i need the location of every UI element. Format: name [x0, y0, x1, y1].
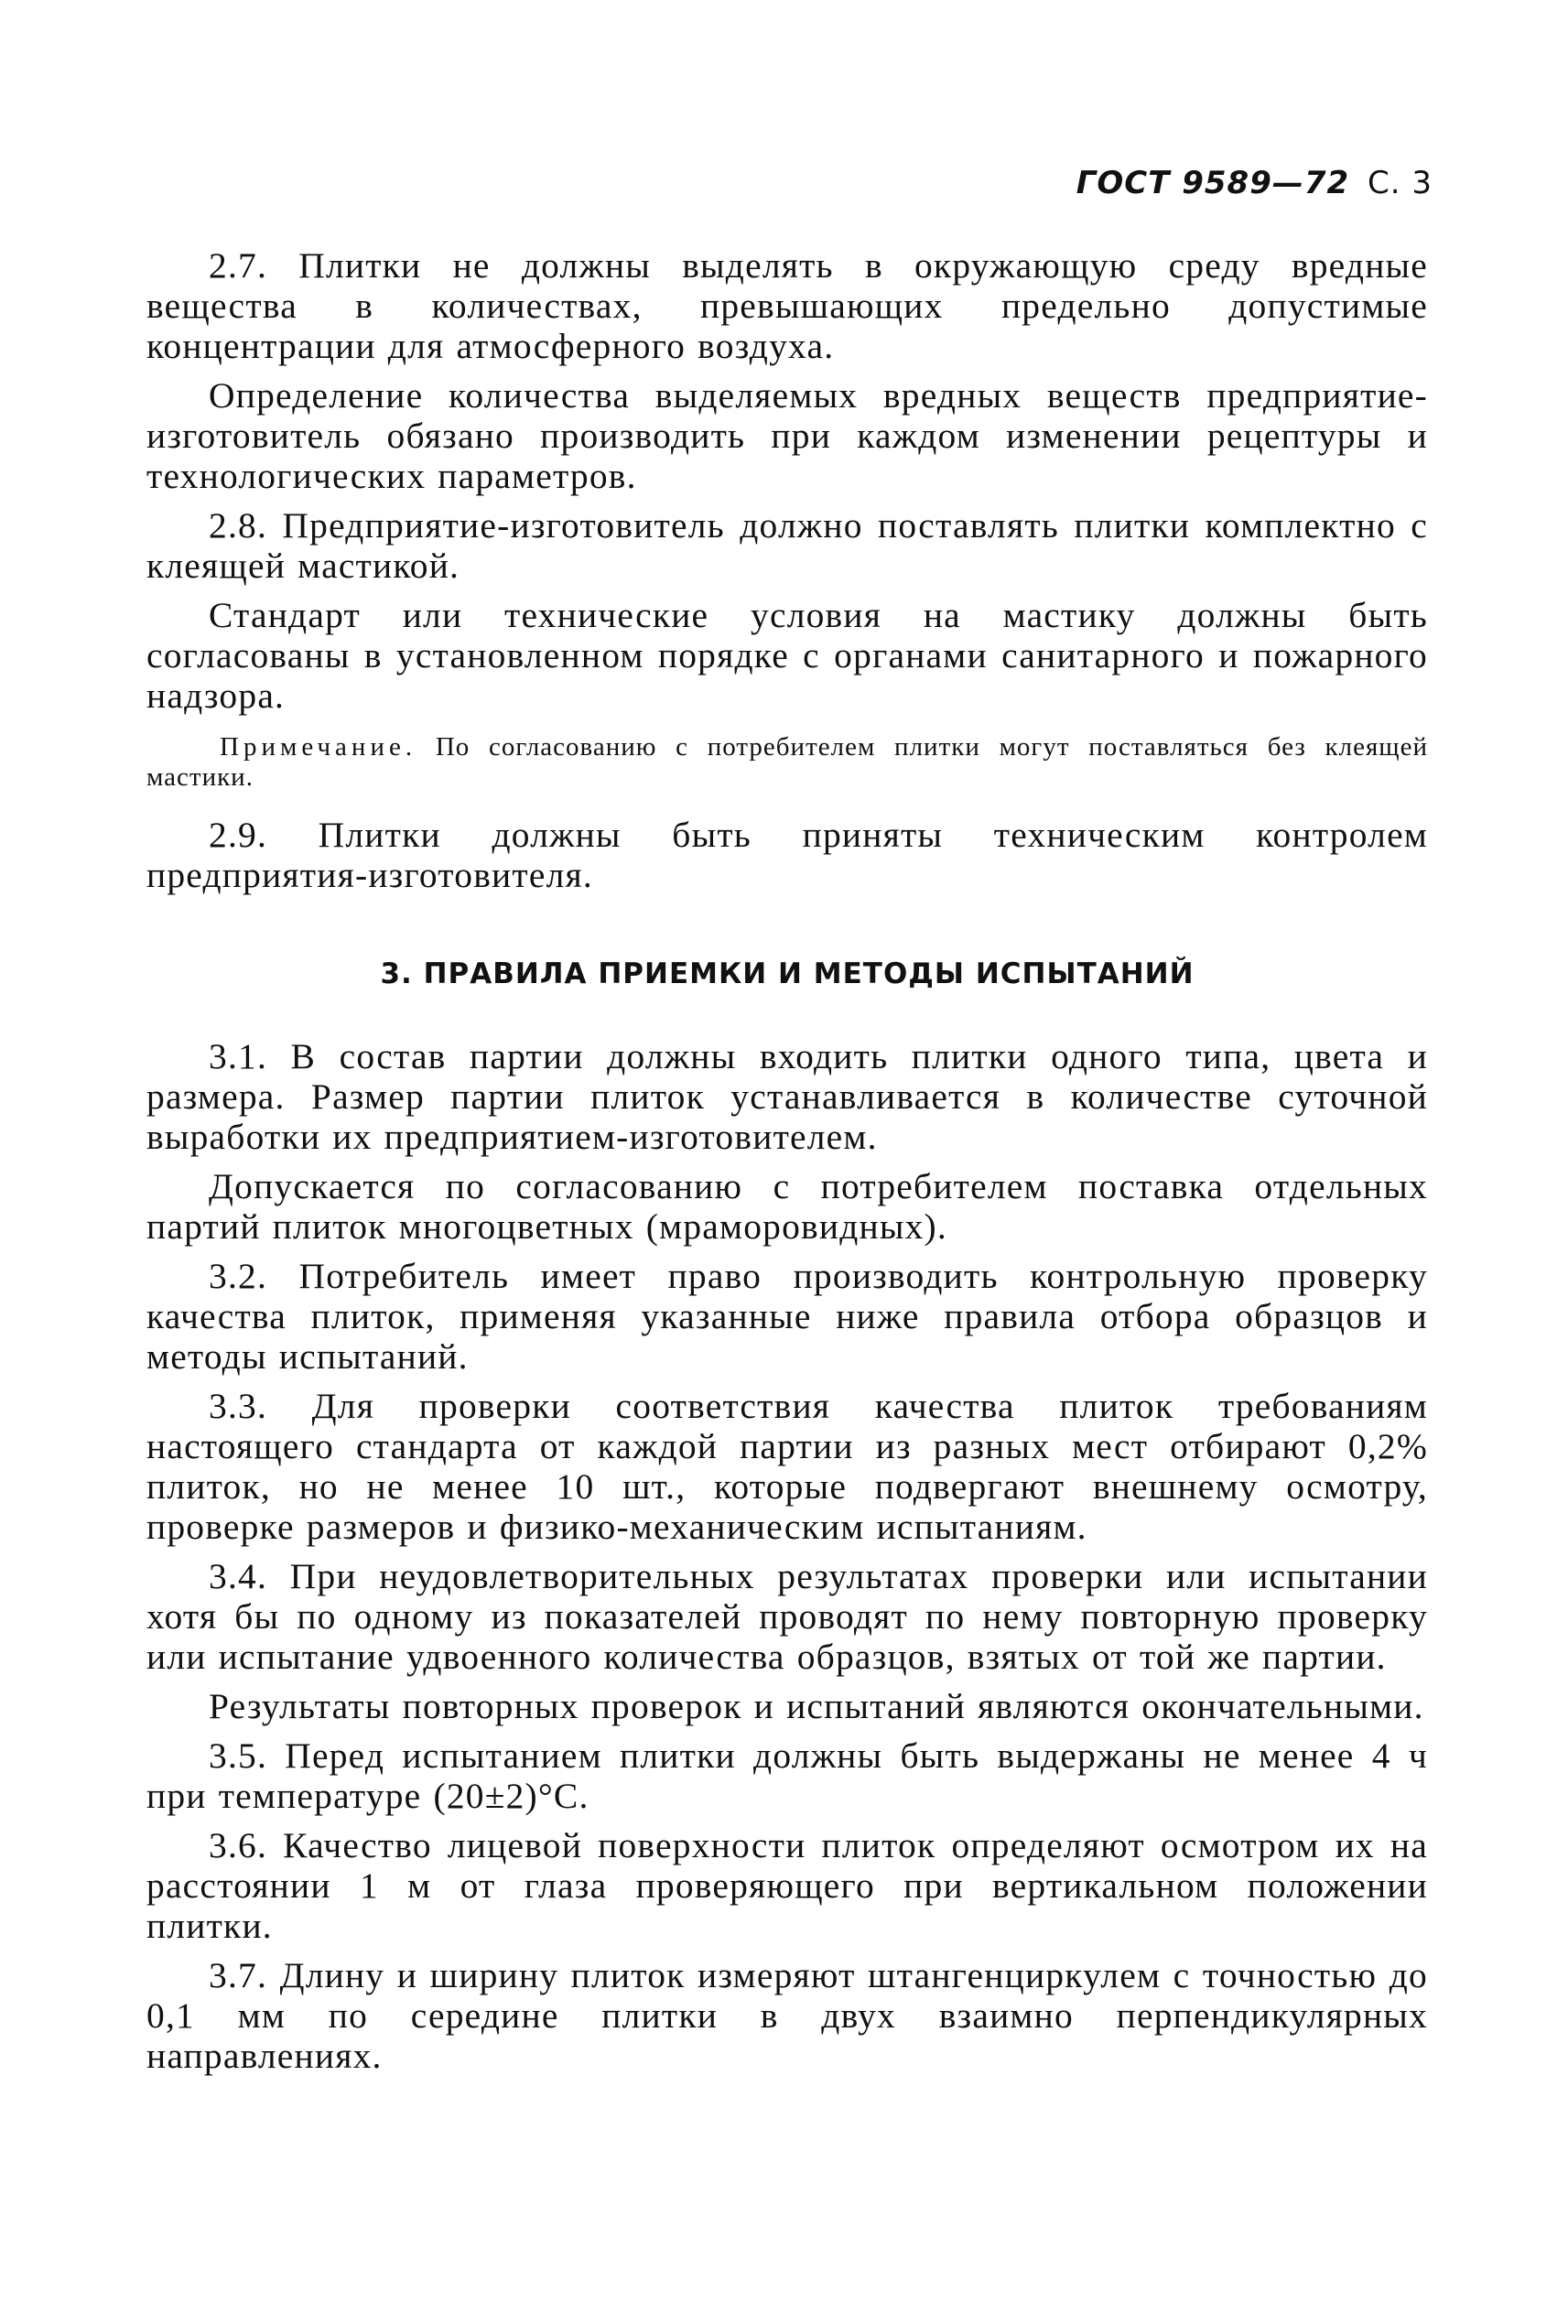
- page-number: С. 3: [1368, 165, 1433, 201]
- paragraph-3-7: 3.7. Длину и ширину плиток измеряют штангенциркулем с точностью до 0,1 мм по середине плитки в двух взаимно перпендикулярных направлениях.: [146, 1955, 1428, 2076]
- page-header: [1076, 165, 1433, 201]
- paragraph-3-4-continued: Результаты повторных проверок и испытаний являются окончательными.: [209, 1686, 1424, 1726]
- paragraph-3-4: 3.4. При неудовлетворительных результатах проверки или испытании хотя бы по одному из показателей проводят по нему повторную проверку или испытание удвоенного количества образцов, взятых от той же партии.: [146, 1556, 1428, 1677]
- paragraph-2-8: 2.8. Предприятие-изготовитель должно поставлять плитки комплектно с клеящей мастикой.: [146, 505, 1428, 586]
- paragraph-3-6: 3.6. Качество лицевой поверхности плиток определяют осмотром их на расстоянии 1 м от глаза проверяющего при вертикальном положении плитки.: [146, 1825, 1428, 1946]
- paragraph-2-8-continued: Стандарт или технические условия на мастику должны быть согласованы в установленном порядке с органами санитарного и пожарного надзора.: [146, 595, 1428, 716]
- paragraph-2-7: 2.7. Плитки не должны выделять в окружающую среду вредные вещества в количествах, превышающих предельно допустимые концентрации для атмосферного воздуха.: [146, 245, 1428, 366]
- paragraph-3-1-continued: Допускается по согласованию с потребителем поставка отдельных партий плиток многоцветных (мраморовидных).: [146, 1166, 1428, 1247]
- paragraph-3-2: 3.2. Потребитель имеет право производить контрольную проверку качества плиток, применяя указанные ниже правила отбора образцов и методы испытаний.: [146, 1256, 1428, 1377]
- paragraph-2-7-continued: Определение количества выделяемых вредных веществ предприятие-изготовитель обязано производить при каждом изменении рецептуры и технологических параметров.: [146, 375, 1428, 496]
- paragraph-3-3: 3.3. Для проверки соответствия качества плиток требованиям настоящего стандарта от каждой партии из разных мест отбирают 0,2% плиток, но не менее 10 шт., которые подвергают внешнему осмотру, проверке размеров и физико-механическим испытаниям.: [146, 1386, 1428, 1547]
- paragraph-2-9: 2.9. Плитки должны быть приняты техническим контролем предприятия-изготовителя.: [146, 815, 1428, 895]
- note-label: Примечание.: [220, 732, 417, 762]
- paragraph-3-5: 3.5. Перед испытанием плитки должны быть выдержаны не менее 4 ч при температуре (20±2)°С.: [146, 1735, 1428, 1816]
- note-text: По согласованию с потребителем плитки могут поставляться без клеящей мастики.: [146, 732, 1429, 792]
- section-title: 3. ПРАВИЛА ПРИЕМКИ И МЕТОДЫ ИСПЫТАНИЙ: [380, 957, 1195, 990]
- note: [146, 732, 1428, 793]
- paragraph-3-1: 3.1. В состав партии должны входить плитки одного типа, цвета и размера. Размер партии плиток устанавливается в количестве суточной выработки их предприятием-изготовителем.: [146, 1036, 1428, 1157]
- standard-number: ГОСТ 9589—72: [1076, 165, 1350, 201]
- document-body: [146, 245, 1428, 2085]
